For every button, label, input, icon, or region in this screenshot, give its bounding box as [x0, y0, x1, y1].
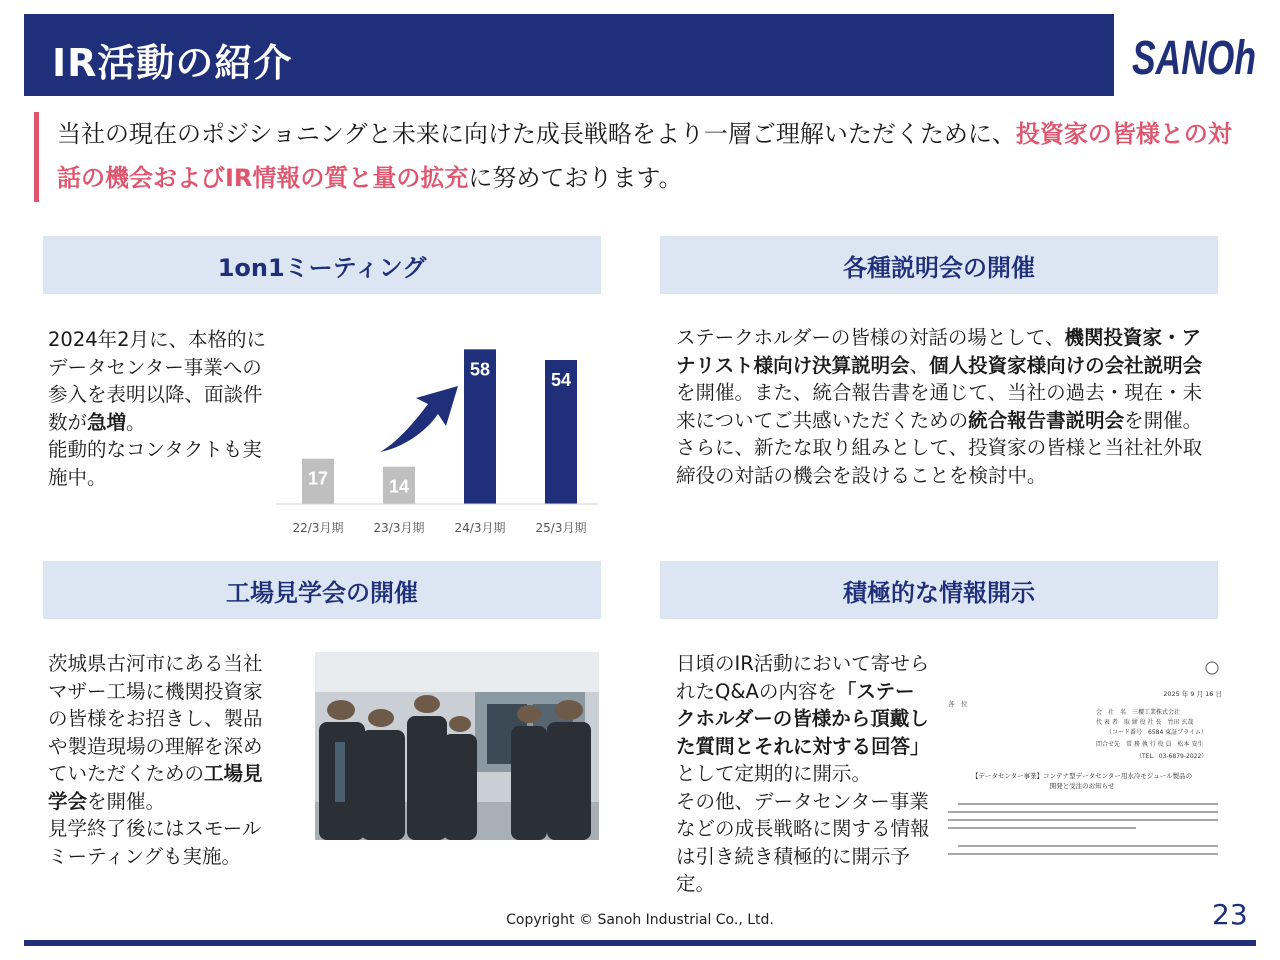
- bar-value-label: 17: [307, 468, 329, 489]
- svg-text:代 表 者 取 締 役 社 長 竹田 玄哉: 代 表 者 取 締 役 社 長 竹田 玄哉: [1096, 719, 1194, 726]
- page-number: 23: [1212, 898, 1248, 931]
- svg-text:会 社 名 三櫻工業株式会社: 会 社 名 三櫻工業株式会社: [1096, 709, 1181, 716]
- x-tick-label: 24/3月期: [454, 521, 506, 535]
- logo-text: SANOh: [1132, 32, 1256, 84]
- meeting-count-chart: [276, 330, 606, 542]
- section-heading-factory-tour: 工場見学会の開催: [43, 561, 601, 619]
- copyright-text: Copyright © Sanoh Industrial Co., Ltd.: [506, 912, 774, 928]
- svg-text:開発と受注のお知らせ: 開発と受注のお知らせ: [1049, 782, 1115, 790]
- svg-text:各 位: 各 位: [948, 700, 968, 708]
- svg-text:【データセンター事業】コンテナ型データセンター用水冷モジュー: 【データセンター事業】コンテナ型データセンター用水冷モジュール製品の: [971, 772, 1193, 780]
- footer-rule: [24, 940, 1256, 946]
- briefings-text: ステークホルダーの皆様の対話の場として、機関投資家・アナリスト様向け決算説明会、個人投資家様向けの会社説明会を開催。また、統合報告書を通じて、当社の過去・現在・未来についてご共感いただくための統合報告書説明会を開催。 さらに、新たな取り組みとして、投資家の皆様と当社社外取締役の対話の機会を設けることを検討中。: [676, 326, 1203, 487]
- bar-value-label: 54: [550, 370, 572, 390]
- page-title: IR活動の紹介: [52, 41, 293, 85]
- factory-tour-text: 茨城県古河市にある当社マザー工場に機関投資家の皆様をお招きし、製品や製造現場の理解を深めていただくための工場見学会を開催。 見学終了後にはスモールミーティングも実施。: [48, 652, 263, 868]
- sanoh-logo: [1130, 28, 1260, 84]
- svg-text:2025 年 9 月 16 日: 2025 年 9 月 16 日: [1163, 690, 1222, 698]
- section-heading-briefings: 各種説明会の開催: [660, 236, 1218, 294]
- svg-text:（TEL．03-6879-2022）: （TEL．03-6879-2022）: [1136, 753, 1208, 760]
- one-on-one-text: 2024年2月に、本格的にデータセンター事業への参入を表明以降、面談件数が急増。 能動的なコンタクトも実施中。: [48, 328, 267, 489]
- svg-text:（コード番号 6584 東証プライム）: （コード番号 6584 東証プライム）: [1106, 729, 1207, 736]
- x-tick-label: 25/3月期: [535, 521, 587, 535]
- title-bar: [24, 14, 1114, 96]
- x-tick-label: 23/3月期: [373, 521, 425, 535]
- growth-arrow-icon: [380, 386, 458, 452]
- lead-statement: [34, 112, 1234, 202]
- lead-text-1: 当社の現在のポジショニングと未来に向けた成長戦略をより一層ご理解いただくために、: [57, 120, 1016, 148]
- factory-tour-photo: [315, 652, 599, 840]
- section-heading-1on1: 1on1ミーティング: [43, 236, 601, 294]
- lead-highlight: 投資家の皆様との対話の機会およびIR情報の質と量の拡充: [57, 120, 1232, 192]
- bar-value-label: 14: [388, 476, 410, 497]
- svg-text:問合せ先 常 務 執 行 役 員 松本 安生: 問合せ先 常 務 執 行 役 員 松本 安生: [1096, 741, 1204, 748]
- lead-text-2: に努めております。: [468, 164, 683, 192]
- section-heading-disclosure: 積極的な情報開示: [660, 561, 1218, 619]
- disclosure-document-image: [936, 652, 1228, 884]
- disclosure-text: 日頃のIR活動において寄せられたQ&Aの内容を「ステークホルダーの皆様から頂戴した質問とそれに対する回答」として定期的に開示。 その他、データセンター事業などの成長戦略に関する情報は引き続き積極的に開示予定。: [676, 652, 930, 895]
- x-tick-label: 22/3月期: [292, 521, 344, 535]
- bar-value-label: 58: [469, 359, 491, 380]
